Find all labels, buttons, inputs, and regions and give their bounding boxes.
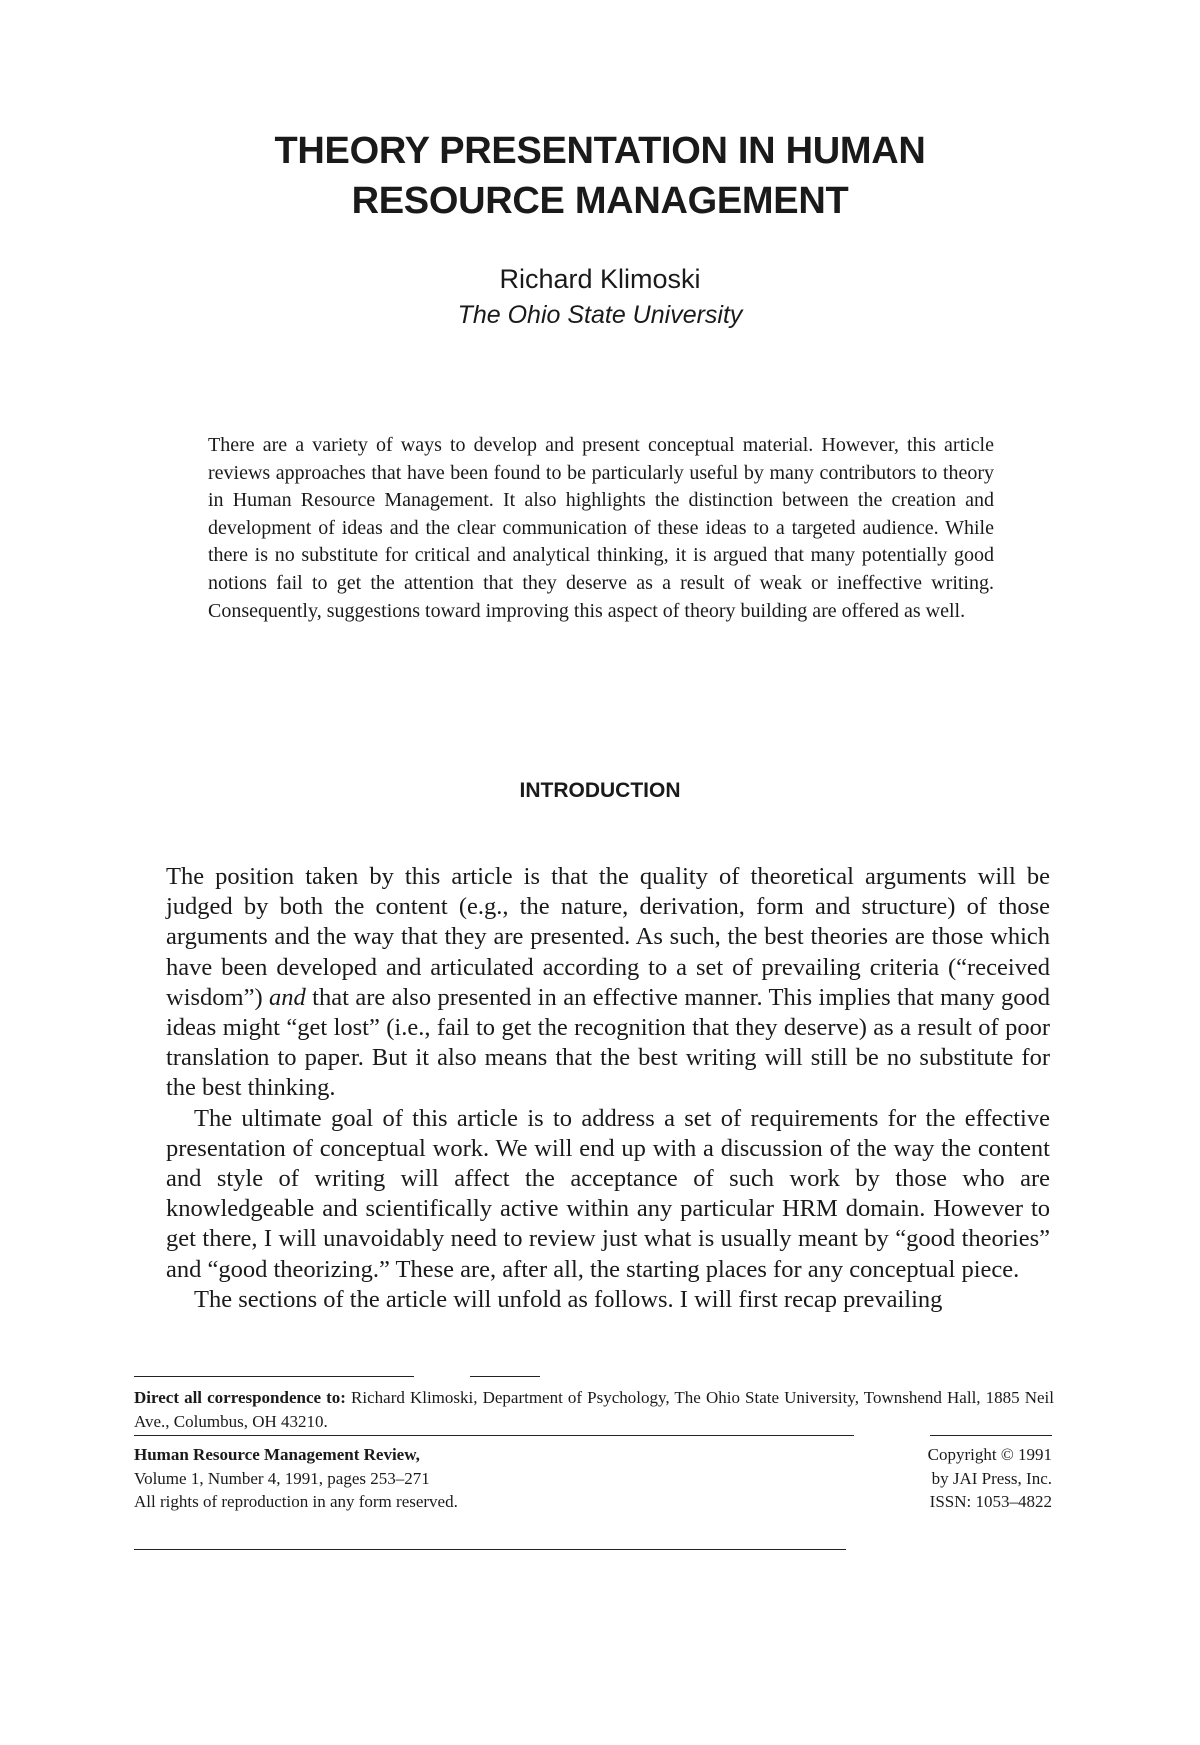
journal-info-top-rule — [134, 1435, 854, 1436]
paragraph-1-part-a: The position taken by this article is that the quality of theoretical arguments will be judged by both the content (e.g., the nature, derivation, form and structure) of those arguments and the way that they are presented. As such, the best theories are those which have been developed and articulated according to a set of prevailing criteria (“received wisdom”) — [166, 863, 1050, 1011]
copyright-info — [856, 1443, 1052, 1514]
body-text — [166, 862, 1050, 1315]
paragraph-1-part-b: that are also presented in an effective manner. This implies that many good ideas might “get lost” (i.e., fail to get the recognition that they deserve) as a result of poor translation to paper. But it also means that the best writing will still be no substitute for the best thinking. — [166, 983, 1051, 1102]
section-heading-introduction: INTRODUCTION — [519, 779, 681, 802]
article-title — [0, 126, 1200, 226]
correspondence-footnote — [134, 1386, 1054, 1434]
publisher-line: by JAI Press, Inc. — [931, 1468, 1052, 1488]
issn-line: ISSN: 1053–4822 — [929, 1492, 1052, 1511]
journal-info-bottom-rule — [134, 1549, 846, 1550]
journal-volume: Volume 1, Number 4, 1991, pages 253–271 — [134, 1468, 430, 1488]
title-line-1: THEORY PRESENTATION IN HUMAN — [274, 130, 926, 172]
author-name: Richard Klimoski — [499, 264, 701, 294]
paragraph-1 — [166, 862, 1050, 1104]
paragraph-1-emphasis: and — [269, 983, 306, 1011]
paragraph-2: The ultimate goal of this article is to address a set of requirements for the effective presentation of conceptual work. We will end up with a discussion of the way the content and style of writing will affect the acceptance of such work by those who are knowledgeable and scientifically active within any particular HRM domain. However to get there, I will unavoidably need to review just what is usually meant by “good theories” and “good theorizing.” These are, after all, the starting places for any conceptual piece. — [166, 1104, 1050, 1283]
footnote-text: Richard Klimoski, Department of Psychology, The Ohio State University, Townshend Hall, 1885 Neil Ave., Columbus, OH 43210. — [134, 1388, 1054, 1431]
journal-name: Human Resource Management Review, — [134, 1445, 420, 1464]
abstract: There are a variety of ways to develop and present conceptual material. However, this article reviews approaches that have been found to be particularly useful by many contributors to theory in Human Resource Management. It also highlights the distinction between the creation and development of ideas and the clear communication of these ideas to a targeted audience. While there is no substitute for critical and analytical thinking, it is argued that many potentially good notions fail to get the attention that they deserve as a result of weak or ineffective writing. Consequently, suggestions toward improving this aspect of theory building are offered as well. — [208, 434, 994, 622]
author-affiliation: The Ohio State University — [457, 301, 743, 329]
journal-info-top-rule-right — [930, 1435, 1052, 1436]
title-line-2: RESOURCE MANAGEMENT — [351, 180, 849, 222]
footnote-rule — [134, 1376, 414, 1377]
journal-info — [134, 1443, 774, 1514]
paragraph-3: The sections of the article will unfold as follows. I will first recap prevailing — [194, 1285, 943, 1313]
footnote-rule-segment — [470, 1376, 540, 1377]
journal-rights: All rights of reproduction in any form reserved. — [134, 1492, 458, 1511]
copyright-line: Copyright © 1991 — [927, 1445, 1052, 1464]
footnote-label: Direct all correspondence to: — [134, 1388, 346, 1407]
